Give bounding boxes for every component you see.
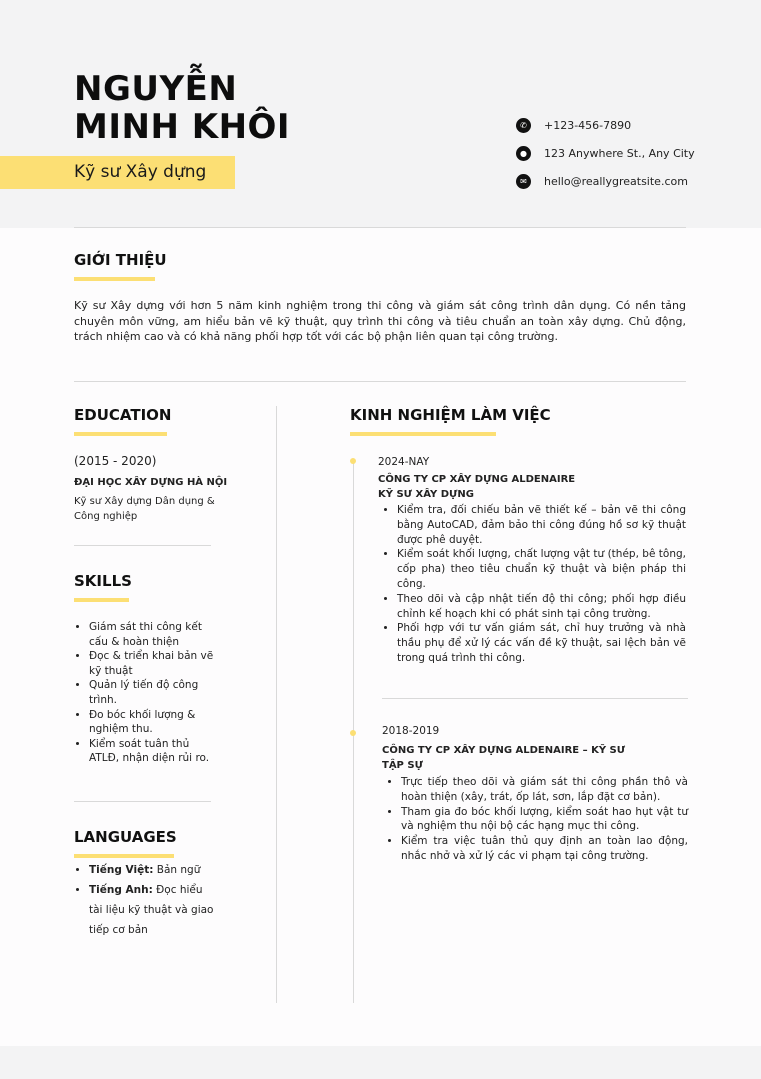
skill-item: • Giám sát thi công kết cấu & hoàn thiện xyxy=(89,620,219,649)
email-text: hello@reallygreatsite.com xyxy=(544,175,688,188)
job-bullet: • Kiểm tra việc tuân thủ quy định an toàn lao động, nhắc nhở và xử lý các vi phạm tại công trường. xyxy=(401,834,688,864)
intro-underline xyxy=(74,277,155,281)
intro-text: Kỹ sư Xây dựng với hơn 5 năm kinh nghiệm trong thi công và giám sát công trình dân dụng. Có nền tảng chuyên môn vững, am hiểu bản vẽ kỹ thuật, quy trình thi công và tiêu chuẩn an toàn xây dựng. Chủ động, trách nhiệm cao và có khả năng phối hợp tốt với các bộ phận liên quan tại công trường. xyxy=(74,299,686,343)
experience-heading: KINH NGHIỆM LÀM VIỆC xyxy=(350,406,551,424)
phone-text: +123-456-7890 xyxy=(544,119,632,132)
language-name: Tiếng Anh: xyxy=(89,884,153,896)
job-bullet: • Theo dõi và cập nhật tiến độ thi công; phối hợp điều chỉnh kế hoạch khi có phát sinh tại công trường. xyxy=(397,592,686,622)
location-pin-icon: ● xyxy=(516,146,531,161)
language-item xyxy=(89,860,219,880)
education-underline xyxy=(74,432,167,436)
phone-icon: ✆ xyxy=(516,118,531,133)
job-bullets xyxy=(382,503,686,666)
job-bullets xyxy=(386,775,688,864)
education-degree: Kỹ sư Xây dựng Dân dụng & Công nghiệp xyxy=(74,496,215,522)
skills-underline xyxy=(74,598,129,602)
job-title-band xyxy=(0,156,235,189)
divider-top xyxy=(74,227,686,228)
skills-heading: SKILLS xyxy=(74,572,132,590)
languages-list xyxy=(74,860,219,940)
languages-underline xyxy=(74,854,174,858)
education-school: ĐẠI HỌC XÂY DỰNG HÀ NỘI xyxy=(74,477,228,488)
job-bullet: • Trực tiếp theo dõi và giám sát thi công phần thô và hoàn thiện (xây, trát, ốp lát, sơn, lắp đặt cơ bản). xyxy=(401,775,688,805)
skill-item: • Đọc & triển khai bản vẽ kỹ thuật xyxy=(89,649,219,678)
header xyxy=(0,0,761,228)
skill-item: • Đo bóc khối lượng & nghiệm thu. xyxy=(89,708,219,737)
column-divider xyxy=(276,406,277,1003)
education-years: (2015 - 2020) xyxy=(74,454,157,468)
job-company: CÔNG TY CP XÂY DỰNG ALDENAIRE – KỸ SƯ TẬP SỰ xyxy=(382,745,626,771)
divider-jobs xyxy=(382,698,688,699)
divider-skills xyxy=(74,801,211,802)
divider-intro xyxy=(74,381,686,382)
experience-underline xyxy=(350,432,496,436)
job-period: 2024-NAY xyxy=(378,456,430,468)
intro-heading: GIỚI THIỆU xyxy=(74,251,167,269)
language-item xyxy=(89,880,219,940)
language-level: Đọc hiểu tài liệu kỹ thuật và giao tiếp cơ bản xyxy=(89,884,214,936)
name-line-1: NGUYỄN xyxy=(74,69,238,109)
timeline-dot xyxy=(350,730,356,736)
job-period: 2018-2019 xyxy=(382,725,440,737)
name-line-2: MINH KHÔI xyxy=(74,107,291,147)
skill-item: • Kiểm soát tuân thủ ATLĐ, nhận diện rủi ro. xyxy=(89,737,219,766)
job-bullet: • Phối hợp với tư vấn giám sát, chỉ huy trưởng và nhà thầu phụ để xử lý các vấn đề kỹ thuật, sai lệch bản vẽ trong quá trình thi công. xyxy=(397,621,686,665)
languages-heading: LANGUAGES xyxy=(74,828,177,846)
skills-list xyxy=(74,620,219,766)
job-title: Kỹ sư Xây dựng xyxy=(74,162,207,182)
job-role: KỸ SƯ XÂY DỰNG xyxy=(378,489,474,500)
education-heading: EDUCATION xyxy=(74,406,172,424)
job-bullet: • Tham gia đo bóc khối lượng, kiểm soát hao hụt vật tư và nghiệm thu nội bộ các hạng mục thi công. xyxy=(401,805,688,835)
job-company: CÔNG TY CP XÂY DỰNG ALDENAIRE xyxy=(378,474,576,485)
skill-item: • Quản lý tiến độ công trình. xyxy=(89,678,219,707)
job-bullet: • Kiểm soát khối lượng, chất lượng vật tư (thép, bê tông, cốp pha) theo tiêu chuẩn kỹ thuật và biện pháp thi công. xyxy=(397,547,686,591)
language-name: Tiếng Việt: xyxy=(89,864,154,876)
mail-icon: ✉ xyxy=(516,174,531,189)
timeline-dot xyxy=(350,458,356,464)
language-level: Bản ngữ xyxy=(153,864,201,876)
divider-education xyxy=(74,545,211,546)
job-bullet: • Kiểm tra, đối chiếu bản vẽ thiết kế – bản vẽ thi công bằng AutoCAD, đảm bảo thi công đúng hồ sơ kỹ thuật được phê duyệt. xyxy=(397,503,686,547)
candidate-name xyxy=(74,70,290,146)
address-text: 123 Anywhere St., Any City xyxy=(544,147,695,160)
